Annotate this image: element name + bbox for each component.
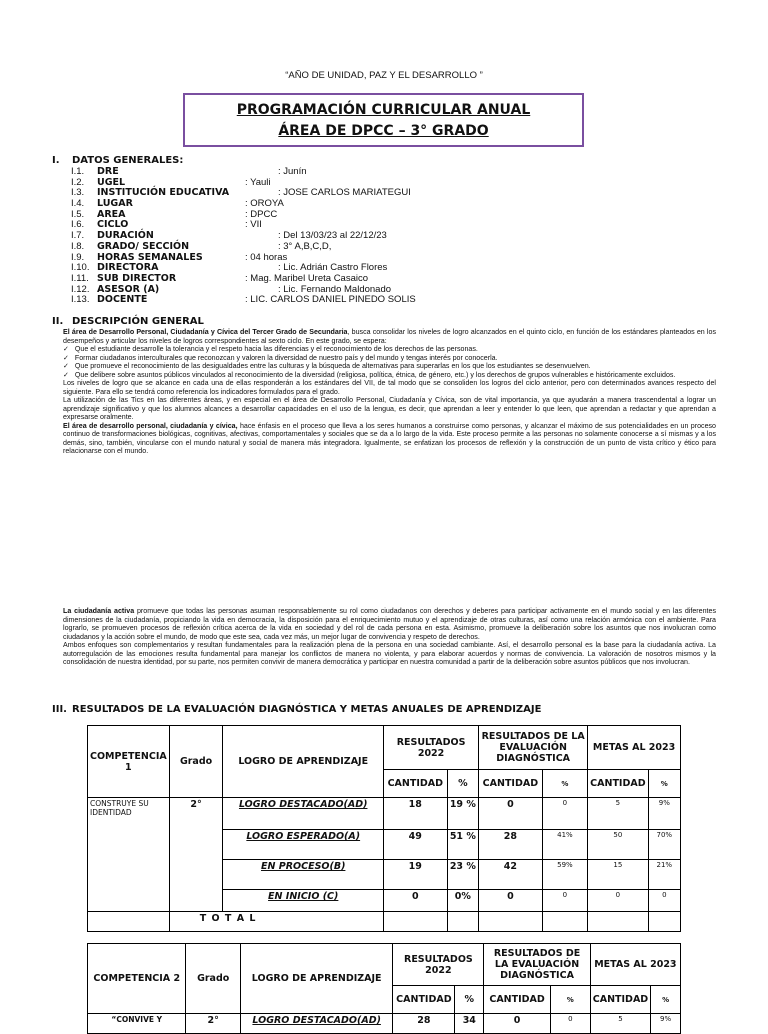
checklist-item (63, 345, 716, 354)
cell-value: 34 (455, 1014, 484, 1034)
table-row (88, 798, 681, 830)
grade-value: 2° (186, 1014, 240, 1034)
header-percent: % (447, 770, 479, 798)
header-percent: % (648, 770, 680, 798)
row-number: I.5. (71, 208, 85, 220)
row-key: ASESOR (A) (97, 283, 160, 295)
checklist-item (63, 354, 716, 363)
cell-value: 19 (384, 860, 448, 890)
checklist-text: Formar ciudadanos interculturales que reconozcan y valoren la diversidad de nuestro país y del mundo y tengas interés por conocerla. (74, 353, 498, 362)
header-resultados-2022: RESULTADOS 2022 (393, 944, 484, 986)
total-label: T O T A L (169, 912, 383, 932)
results-table-competencia-1 (87, 725, 681, 932)
header-grado: Grado (169, 726, 223, 798)
checklist-item (63, 362, 716, 371)
row-key: HORAS SEMANALES (97, 251, 203, 263)
section-title: DATOS GENERALES: (72, 155, 184, 166)
cell-value: 15 (588, 860, 648, 890)
row-number: I.10. (71, 262, 90, 274)
cell-value: 28 (479, 830, 543, 860)
cell-value: 41% (542, 830, 588, 860)
description-paragraph (63, 607, 716, 641)
checklist-text: Que promueve el reconocimiento de las desigualdades entre las culturas y la búsqueda de alternativas para superarlas en los que los estudiantes se desenvuelven. (74, 362, 591, 370)
cell-value: 50 (588, 830, 648, 860)
row-key: CICLO (97, 219, 129, 231)
description-paragraph: La utilización de las Tics en las diferentes áreas, y en especial en el área de Desarrollo Personal, Ciudadanía y Cívica, son de vital importancia, ya que ayudarán a manera trascendental a lograr un aprendizaje significativo y que los alumnos alcances a desarrollar capacidades en el uso de la lengua, es decir, que aprendan a leer y entender lo que leen, que aprendan a redactar y que aprendan a expresarse oralmente. (63, 396, 716, 421)
row-value: : Lic. Adrián Castro Flores (278, 262, 388, 274)
cell-value: 23 % (447, 860, 479, 890)
row-number: I.6. (71, 219, 85, 231)
row-value: : 3° A,B,C,D, (278, 240, 332, 252)
paragraph-text: , busca consolidar los niveles de logro alcanzados en el quinto ciclo, en función de los estándares planteados en los desempeños y articular los niveles de logros correspondientes al sexto ciclo. En este grado, se espera: (63, 328, 716, 345)
section-number: II. (52, 316, 64, 327)
row-number: I.11. (71, 272, 89, 284)
header-competencia: COMPETENCIA 2 (88, 944, 186, 1014)
logro-label: EN PROCESO(B) (223, 860, 384, 890)
row-key: DOCENTE (97, 294, 148, 306)
row-key: UGEL (97, 176, 126, 188)
cell-value: 21% (648, 860, 680, 890)
section-number: III. (52, 704, 67, 715)
row-number: I.3. (71, 187, 85, 199)
competency-name: CONSTRUYE SU IDENTIDAD (88, 798, 170, 912)
row-key: DURACIÓN (97, 230, 154, 242)
bold-text: La ciudadanía activa (63, 607, 135, 615)
empty-cell (588, 912, 648, 932)
description-paragraph: Los niveles de logro que se alcance en cada una de ellas responderán a los estándares del VII, de tal modo que se consoliden los logros del ciclo anterior, pero con determinados avances respecto del siguiente. Para ello se tendrá como referencia los indicadores formulados para el grado. (63, 379, 716, 396)
row-key: DRE (97, 166, 119, 177)
section-results-heading (52, 704, 541, 715)
row-number: I.4. (71, 198, 85, 210)
paragraph-text: hace énfasis en el proceso que lleva a los seres humanos a construirse como personas, y alcanzar el máximo de sus potencialidades en un proceso continuo de transformaciones biológicas, cognitivas, afectivas, comportamentales y sociales que se da a lo largo de la vida. Este proceso permite a las personas no solamente conocerse a sí mismas y a los demás, sino, también, vincularse con el mundo natural y social de manera más integradora. Igualmente, se enfatizan los procesos de reflexión y la construcción de un punto de vista crítico y ético para relacionarse con el mundo. (63, 421, 717, 455)
header-diagnostica: RESULTADOS DE LA EVALUACIÓN DIAGNÓSTICA (484, 944, 590, 986)
row-key: SUB DIRECTOR (97, 272, 177, 284)
section-title: DESCRIPCIÓN GENERAL (72, 316, 204, 327)
cell-value: 70% (648, 830, 680, 860)
cell-value: 0 (479, 890, 543, 912)
row-value: : Lic. Fernando Maldonado (278, 283, 392, 295)
section-number: I. (52, 155, 60, 166)
cell-value: 0 (542, 890, 588, 912)
cell-value: 0 (542, 798, 588, 830)
document-subtitle: ÁREA DE DPCC – 3° GRADO (278, 123, 489, 139)
cell-value: 0% (447, 890, 479, 912)
cell-value: 28 (393, 1014, 455, 1034)
document-title: PROGRAMACIÓN CURRICULAR ANUAL (236, 102, 531, 118)
cell-value: 0 (588, 890, 648, 912)
cell-value: 0 (384, 890, 448, 912)
grade-value: 2° (169, 798, 223, 912)
cell-value: 51 % (447, 830, 479, 860)
row-value: : Junín (278, 166, 307, 177)
header-percent: % (550, 986, 590, 1014)
header-grado: Grado (186, 944, 240, 1014)
year-motto: “AÑO DE UNIDAD, PAZ Y EL DESARROLLO ” (285, 70, 483, 81)
header-diagnostica: RESULTADOS DE LA EVALUACIÓN DIAGNÓSTICA (479, 726, 588, 770)
header-logro: LOGRO DE APRENDIZAJE (223, 726, 384, 798)
cell-value: 9% (651, 1014, 681, 1034)
row-number: I.13. (71, 294, 90, 306)
header-metas: METAS AL 2023 (590, 944, 680, 986)
logro-label: LOGRO DESTACADO(AD) (223, 798, 384, 830)
cell-value: 49 (384, 830, 448, 860)
header-cantidad: CANTIDAD (384, 770, 448, 798)
row-value: : 04 horas (245, 251, 288, 263)
header-percent: % (455, 986, 484, 1014)
section-general-data-heading (52, 155, 183, 166)
document-title-box (183, 93, 584, 147)
table-total-row (88, 912, 681, 932)
section-title: RESULTADOS DE LA EVALUACIÓN DIAGNÓSTICA Y METAS ANUALES DE APRENDIZAJE (72, 704, 542, 715)
row-number: I.7. (71, 230, 85, 242)
checkmark-icon: ✓ (63, 345, 75, 353)
checklist-text: Que el estudiante desarrolle la tolerancia y el respeto hacia las diferencias y el reconocimiento de los derechos de las personas. (74, 345, 478, 353)
checklist-text: Que delibere sobre asuntos públicos vinculados al reconocimiento de la diversidad (religiosa, política, étnica, de género, etc.) y los derechos de grupos vulnerables e históricamente excluidos. (74, 370, 676, 379)
header-cantidad: CANTIDAD (393, 986, 455, 1014)
row-value: : Yauli (245, 176, 271, 188)
description-paragraph (63, 328, 716, 345)
header-cantidad: CANTIDAD (484, 986, 551, 1014)
logro-label: LOGRO ESPERADO(A) (223, 830, 384, 860)
row-key: LUGAR (97, 198, 133, 210)
empty-cell (88, 912, 170, 932)
bold-text: El área de desarrollo personal, ciudadanía y cívica, (63, 421, 238, 430)
row-key: DIRECTORA (97, 262, 159, 274)
checkmark-icon: ✓ (63, 353, 75, 362)
empty-cell (542, 912, 588, 932)
cell-value: 19 % (447, 798, 479, 830)
header-cantidad: CANTIDAD (588, 770, 648, 798)
header-cantidad: CANTIDAD (479, 770, 543, 798)
description-paragraph (63, 422, 716, 456)
row-number: I.8. (71, 240, 85, 252)
cell-value: 59% (542, 860, 588, 890)
header-percent: % (651, 986, 681, 1014)
row-value: : VII (245, 219, 262, 231)
checklist-item (63, 371, 716, 380)
row-number: I.9. (71, 251, 85, 263)
row-value: : Del 13/03/23 al 22/12/23 (278, 230, 387, 242)
empty-cell (648, 912, 680, 932)
row-key: AREA (97, 208, 126, 220)
cell-value: 18 (384, 798, 448, 830)
row-key: INSTITUCIÓN EDUCATIVA (97, 187, 230, 199)
description-block-2 (63, 607, 716, 667)
header-resultados-2022: RESULTADOS 2022 (384, 726, 479, 770)
header-metas: METAS AL 2023 (588, 726, 681, 770)
bold-text: El área de Desarrollo Personal, Ciudadanía y Cívica del Tercer Grado de Secundaria (63, 328, 348, 336)
description-paragraph: Ambos enfoques son complementarios y resultan fundamentales para la realización plena de la persona en una sociedad cambiante. Así, el desarrollo personal es la base para la ciudadanía activa. La autorregulación de las emociones resulta fundamental para manejar los conflictos de manera no violenta, y para elaborar acuerdos y normas de convivencia. La valoración de nosotros mismos y la consolidación de nuestra identidad, por su parte, nos permiten convivir de manera democrática y participar en nuestra comunidad a partir de la deliberación sobre asuntos públicos que nos involucran. (63, 641, 716, 666)
section-description-heading (52, 316, 204, 327)
competency-name: “CONVIVE Y (88, 1014, 186, 1034)
checkmark-icon: ✓ (63, 370, 75, 379)
row-key: GRADO/ SECCIÓN (97, 240, 190, 252)
results-table-competencia-2 (87, 943, 681, 1034)
description-block (63, 328, 716, 456)
row-number: I.2. (71, 176, 85, 188)
row-number: I.1. (71, 166, 85, 177)
header-logro: LOGRO DE APRENDIZAJE (240, 944, 393, 1014)
cell-value: 9% (648, 798, 680, 830)
cell-value: 5 (590, 1014, 650, 1034)
row-value: : Mag. Maribel Ureta Casaico (245, 272, 369, 284)
logro-label: EN INICIO (C) (223, 890, 384, 912)
row-value: : JOSE CARLOS MARIATEGUI (278, 187, 411, 199)
cell-value: 42 (479, 860, 543, 890)
header-percent: % (542, 770, 588, 798)
paragraph-text: promueve que todas las personas asuman responsablemente su rol como ciudadanos con derechos y deberes para participar activamente en el mundo social y en las diferentes dimensiones de la ciudadanía, propiciando la vida en democracia, la disposición para el enriquecimiento mutuo y el aprendizaje de otras culturas, así como una relación armónica con el ambiente. Para lograrlo, se promueven procesos de reflexión crítica acerca de la vida en sociedad y del rol de cada persona en esta. Asimismo, promueve la deliberación sobre los asuntos que nos involucran como ciudadanos y la acción sobre el mundo, de modo que este sea, cada vez más, un mejor lugar de convivencia y respeto de derechos. (63, 607, 716, 641)
cell-value: 0 (484, 1014, 551, 1034)
cell-value: 0 (648, 890, 680, 912)
header-cantidad: CANTIDAD (590, 986, 650, 1014)
row-number: I.12. (71, 283, 90, 295)
cell-value: 5 (588, 798, 648, 830)
logro-label: LOGRO DESTACADO(AD) (240, 1014, 393, 1034)
row-value: : LIC. CARLOS DANIEL PINEDO SOLIS (245, 294, 416, 306)
row-value: : OROYA (245, 198, 284, 210)
empty-cell (447, 912, 479, 932)
cell-value: 0 (479, 798, 543, 830)
empty-cell (384, 912, 448, 932)
checkmark-icon: ✓ (63, 362, 75, 370)
empty-cell (479, 912, 543, 932)
cell-value: 0 (550, 1014, 590, 1034)
header-competencia: COMPETENCIA 1 (88, 726, 170, 798)
row-value: : DPCC (245, 208, 278, 220)
